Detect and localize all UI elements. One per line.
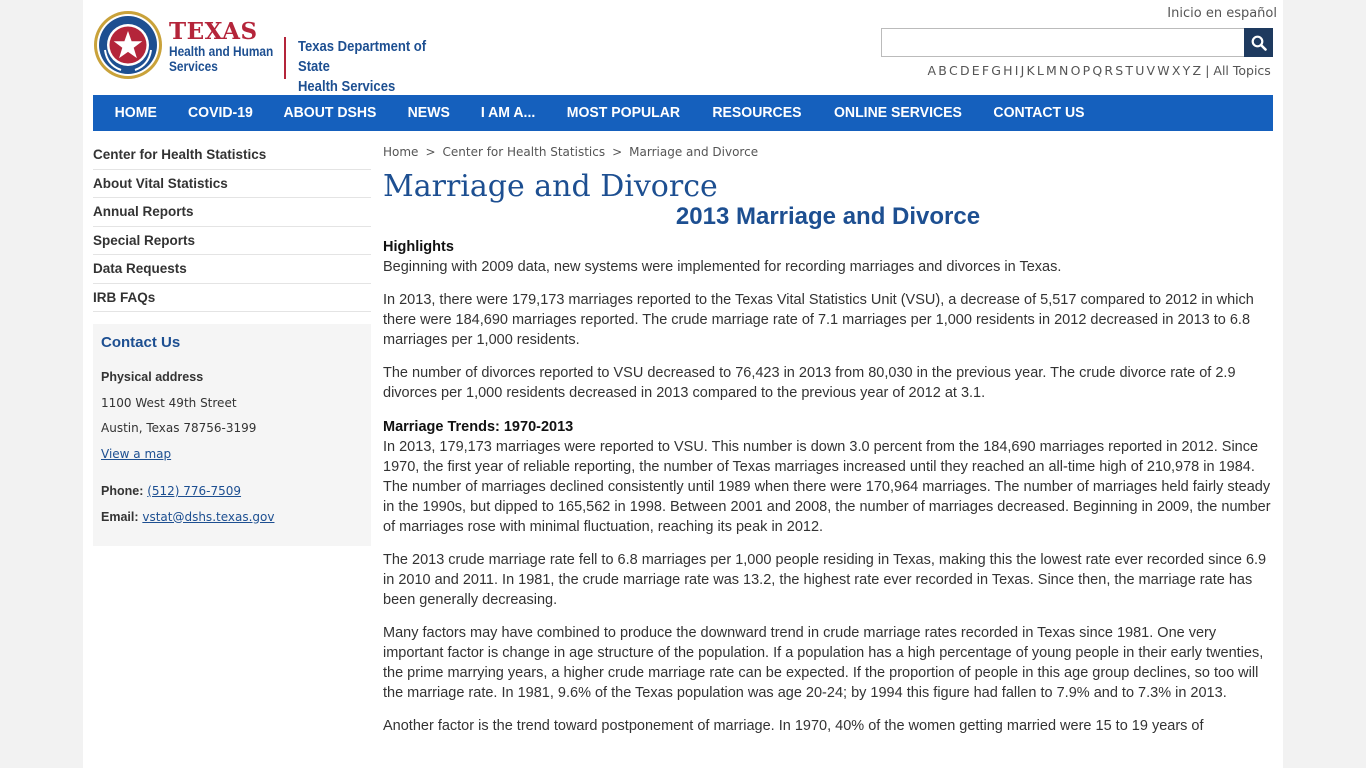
breadcrumb-separator: > xyxy=(612,145,623,159)
contact-title: Contact Us xyxy=(101,334,181,351)
logo-hhs-line2: Services xyxy=(169,59,218,74)
search-input[interactable] xyxy=(881,28,1245,57)
paragraph: In 2013, there were 179,173 marriages reported to the Texas Vital Statistics Unit (VSU), a decrease of 5,517 compared to 2012 in which there were 184,690 marriages reported. The crude marriage rate of 7.1 marriages per 1,000 residents in 2012 decreased in 2013 to 6.8 marriages per 1,000 residents. xyxy=(383,292,1254,348)
az-letter[interactable]: Z xyxy=(1192,63,1202,78)
paragraph: The number of divorces reported to VSU decreased to 76,423 in 2013 from 80,030 in the previous year. The crude divorce rate of 2.9 divorces per 1,000 residents decreased in 2013 compared to the previous year of 2012 at 3.1. xyxy=(383,365,1236,401)
phone-link[interactable]: (512) 776-7509 xyxy=(147,484,242,498)
az-letter[interactable]: Q xyxy=(1092,63,1103,78)
az-letter[interactable]: K xyxy=(1026,63,1035,78)
paragraph: The 2013 crude marriage rate fell to 6.8 marriages per 1,000 people residing in Texas, making this the lowest rate ever recorded since 6.9 in 2010 and 2011. In 1981, the crude marriage rate was 13.2, the highest rate ever recorded in Texas. Since then, the marriage rate has been generally decreasing. xyxy=(383,552,1267,608)
breadcrumb xyxy=(383,141,1273,163)
espanol-link[interactable]: Inicio en español xyxy=(1167,6,1277,21)
sidebar-item-data-requests[interactable]: Data Requests xyxy=(93,255,371,284)
az-letter[interactable]: C xyxy=(949,63,958,78)
marriage-trends-heading: Marriage Trends: 1970-2013 xyxy=(383,419,574,435)
az-letter[interactable]: B xyxy=(938,63,947,78)
az-letter[interactable]: L xyxy=(1036,63,1044,78)
highlights-heading: Highlights xyxy=(383,239,454,255)
paragraph: In 2013, 179,173 marriages were reported to VSU. This number is down 3.0 percent from the 184,690 marriages reported in 2012. Since 1970, the first year of reliable reporting, the number of Texas marriages increased until they reached an all-time high of 210,978 in 1984. The number of marriages declined consistently until 1989 when there were 170,964 marriages. The number of marriages held fairly steady in the 1990s, but dipped to 165,562 in 1998. Between 2001 and 2008, the number of marriages decreased. Beginning in 2009, the number of marriages rose with minimal fluctuation, reaching its peak in 2012. xyxy=(383,439,1271,535)
all-topics-link[interactable]: | All Topics xyxy=(1205,63,1271,78)
sidebar-item-special-reports[interactable]: Special Reports xyxy=(93,227,371,256)
az-letter[interactable]: F xyxy=(981,63,990,78)
sidebar-item-about-vital-statistics[interactable]: About Vital Statistics xyxy=(93,170,371,199)
phone-label: Phone: xyxy=(101,484,144,498)
az-letter[interactable]: A xyxy=(927,63,937,78)
logo-hhs-line1: Health and Human xyxy=(169,44,274,59)
page xyxy=(83,0,1283,768)
nav-home[interactable]: HOME xyxy=(114,105,157,121)
az-letter[interactable]: N xyxy=(1059,63,1069,78)
main-nav xyxy=(93,95,1273,131)
az-letter[interactable]: R xyxy=(1104,63,1114,78)
a-z-index xyxy=(928,63,1273,78)
nav-covid-19[interactable]: COVID-19 xyxy=(187,105,253,121)
az-letter[interactable]: X xyxy=(1171,63,1181,78)
logo-texas-text: TEXAS xyxy=(169,18,258,45)
report-subtitle: 2013 Marriage and Divorce xyxy=(675,203,981,230)
az-letter[interactable]: G xyxy=(991,63,1001,78)
site-logo[interactable] xyxy=(93,10,473,95)
az-letter[interactable]: T xyxy=(1125,63,1133,78)
az-letter[interactable]: H xyxy=(1003,63,1013,78)
contact-box xyxy=(93,324,371,546)
address-street: 1100 West 49th Street xyxy=(101,395,237,410)
breadcrumb-home[interactable]: Home xyxy=(383,145,419,159)
sidebar-item-center-for-health-statistics[interactable]: Center for Health Statistics xyxy=(93,141,371,170)
sidebar-item-annual-reports[interactable]: Annual Reports xyxy=(93,198,371,227)
view-map-link[interactable]: View a map xyxy=(101,446,172,461)
az-letter[interactable]: W xyxy=(1157,63,1170,78)
email-label: Email: xyxy=(101,509,139,524)
nav-contact-us[interactable]: CONTACT US xyxy=(993,105,1086,121)
address-label: Physical address xyxy=(101,370,204,384)
az-letter[interactable]: D xyxy=(959,63,970,78)
logo-divider xyxy=(284,37,286,79)
address-city: Austin, Texas 78756-3199 xyxy=(101,421,257,435)
breadcrumb-center-for-health-statistics[interactable]: Center for Health Statistics xyxy=(442,145,606,159)
sidebar-item-irb-faqs[interactable]: IRB FAQs xyxy=(93,284,371,313)
search-icon xyxy=(1251,35,1267,51)
nav-about-dshs[interactable]: ABOUT DSHS xyxy=(283,105,377,121)
page-title: Marriage and Divorce xyxy=(383,169,718,204)
nav-online-services[interactable]: ONLINE SERVICES xyxy=(833,105,962,121)
az-letter[interactable]: O xyxy=(1070,63,1081,78)
dshs-line1: Texas Department of State xyxy=(298,39,427,75)
az-letter[interactable]: S xyxy=(1115,63,1124,78)
breadcrumb-separator: > xyxy=(425,145,436,159)
sidebar xyxy=(93,141,371,546)
nav-most-popular[interactable]: MOST POPULAR xyxy=(566,105,680,121)
email-link[interactable]: vstat@dshs.texas.gov xyxy=(142,509,275,524)
az-letter[interactable]: V xyxy=(1146,63,1156,78)
nav-news[interactable]: NEWS xyxy=(407,105,451,121)
paragraph: Beginning with 2009 data, new systems were implemented for recording marriages and divorces in Texas. xyxy=(383,259,1062,275)
main-content xyxy=(383,141,1273,749)
paragraph: Many factors may have combined to produce the downward trend in crude marriage rates recorded in Texas since 1981. One very important factor is change in age structure of the population. If a population has a high percentage of young people in their early twenties, the prime marrying years, a higher crude marriage rate can be expected. If the proportion of people in this age group declines, so too will the marriage rate. In 1981, 9.6% of the Texas population was age 20-24; by 1994 this figure had fallen to 7.9% and to 7.3% in 2013. xyxy=(383,625,1264,701)
az-letter[interactable]: J xyxy=(1020,63,1025,78)
paragraph: Another factor is the trend toward postponement of marriage. In 1970, 40% of the women getting married were 15 to 19 years of xyxy=(383,718,1204,734)
az-letter[interactable]: E xyxy=(971,63,980,78)
az-letter[interactable]: U xyxy=(1135,63,1145,78)
nav-i-am-a[interactable]: I AM A... xyxy=(480,105,536,121)
texas-hhs-seal-icon xyxy=(93,10,163,80)
az-letter[interactable]: M xyxy=(1046,63,1057,78)
search-button[interactable] xyxy=(1244,28,1273,57)
az-letter[interactable]: Y xyxy=(1182,63,1191,78)
nav-resources[interactable]: RESOURCES xyxy=(712,105,802,121)
breadcrumb-current: Marriage and Divorce xyxy=(629,145,759,159)
dshs-line2: Health Services xyxy=(298,79,396,95)
search-form xyxy=(881,28,1273,57)
az-letter[interactable]: I xyxy=(1014,63,1019,78)
az-letter[interactable]: P xyxy=(1082,63,1091,78)
